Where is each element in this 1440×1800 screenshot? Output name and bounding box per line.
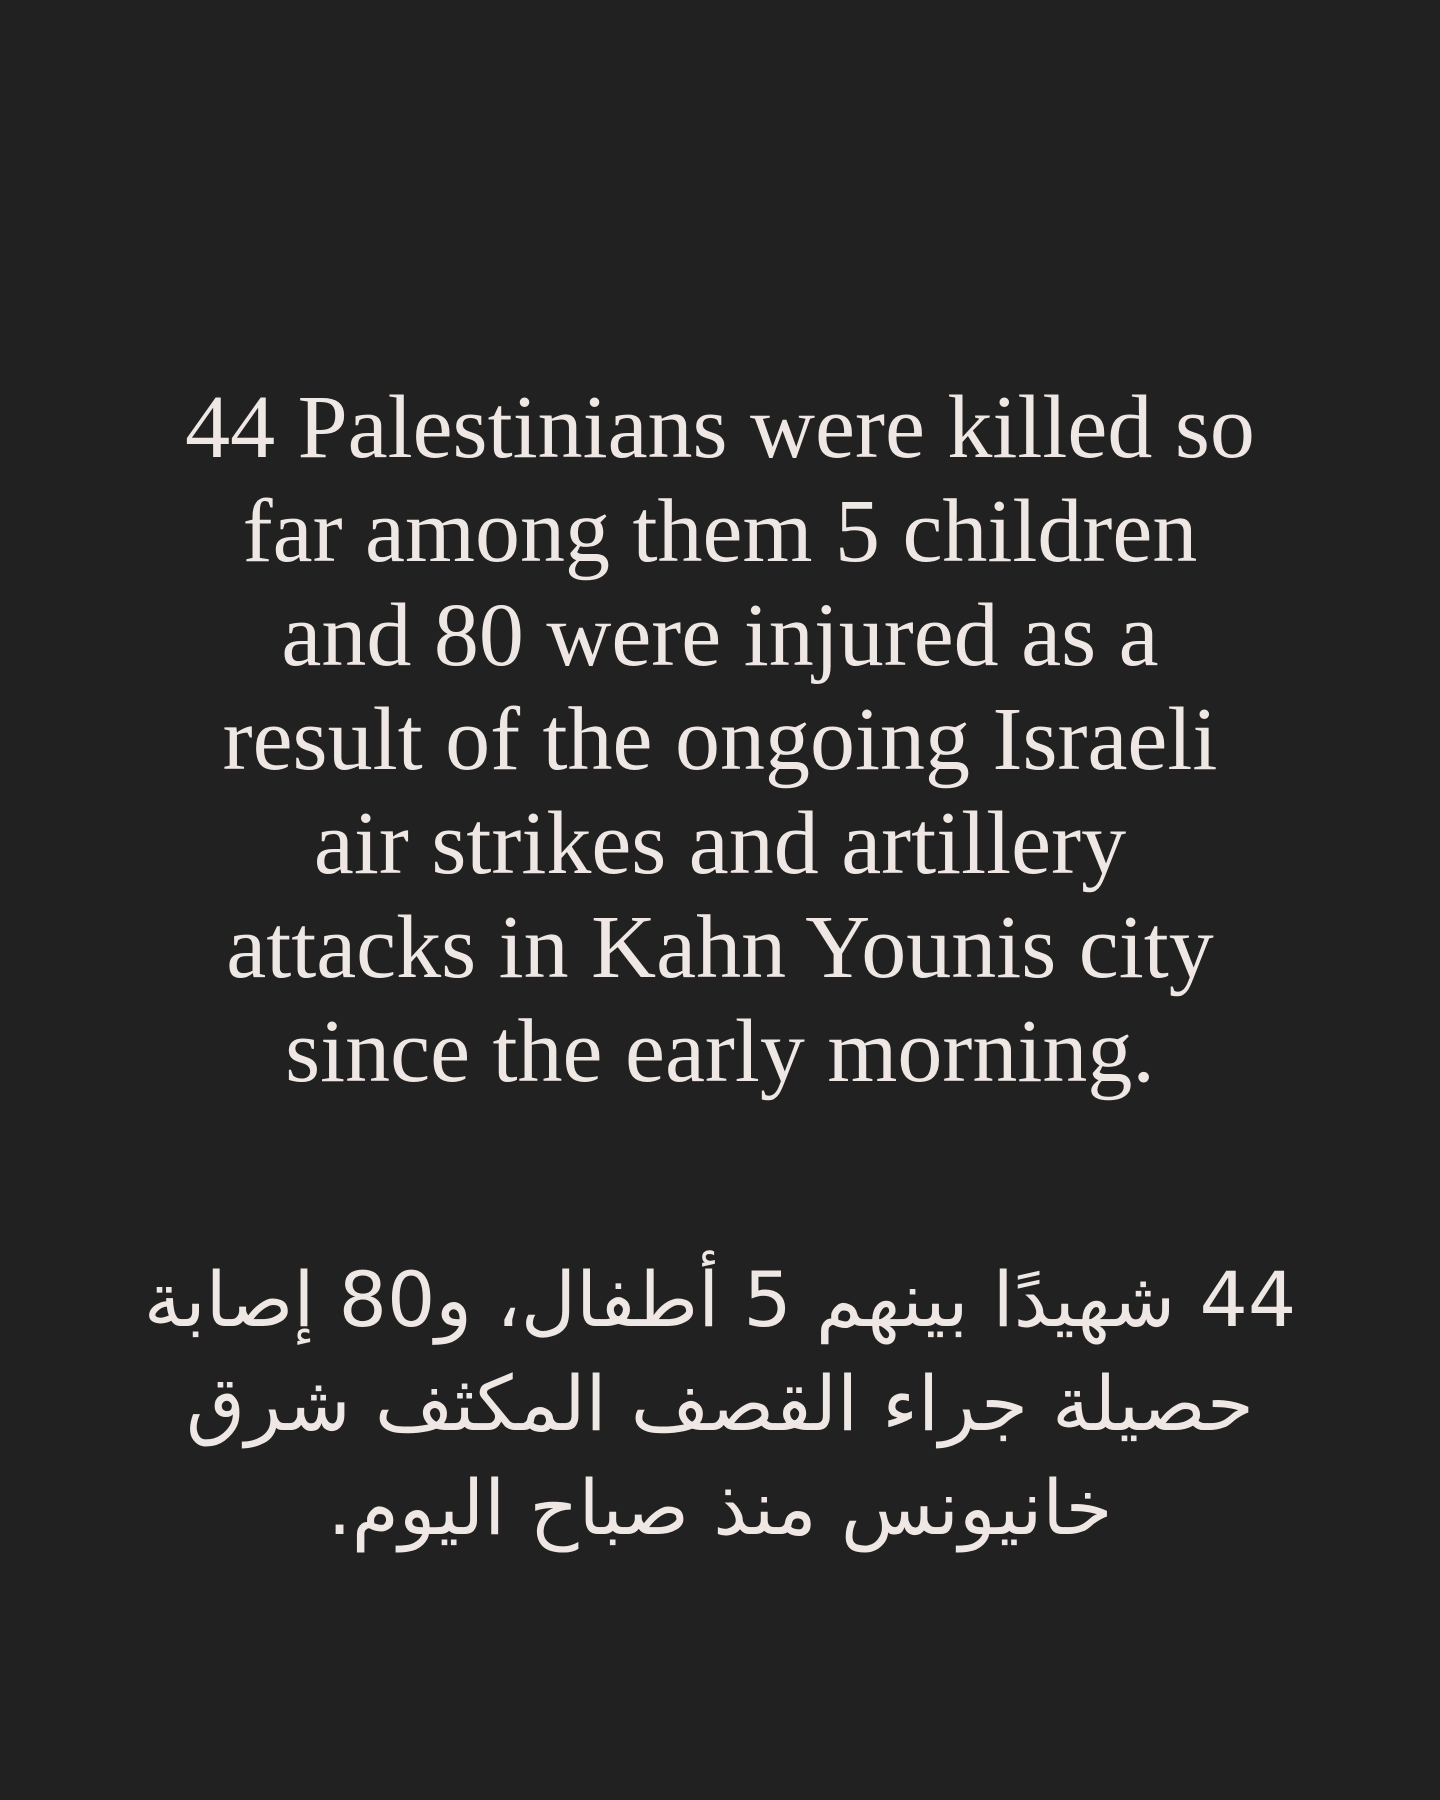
- english-line-5: air strikes and artillery: [313, 794, 1127, 893]
- arabic-statement: [0, 1248, 1440, 1560]
- english-line-6: attacks in Kahn Younis city: [226, 898, 1214, 997]
- arabic-line-3: خانيونس منذ صباح اليوم.: [327, 1463, 1113, 1552]
- arabic-line-2: حصيلة جراء القصف المكثف شرق: [186, 1359, 1254, 1448]
- english-line-7: since the early morning.: [285, 1002, 1155, 1101]
- english-line-4: result of the ongoing Israeli: [222, 690, 1218, 789]
- english-statement: [0, 376, 1440, 1104]
- english-line-2: far among them 5 children: [242, 482, 1198, 581]
- english-line-3: and 80 were injured as a: [281, 586, 1159, 685]
- english-line-1: 44 Palestinians were killed so: [185, 378, 1255, 477]
- arabic-line-1: 44 شهيدًا بينهم 5 أطفال، و80 إصابة: [143, 1255, 1297, 1344]
